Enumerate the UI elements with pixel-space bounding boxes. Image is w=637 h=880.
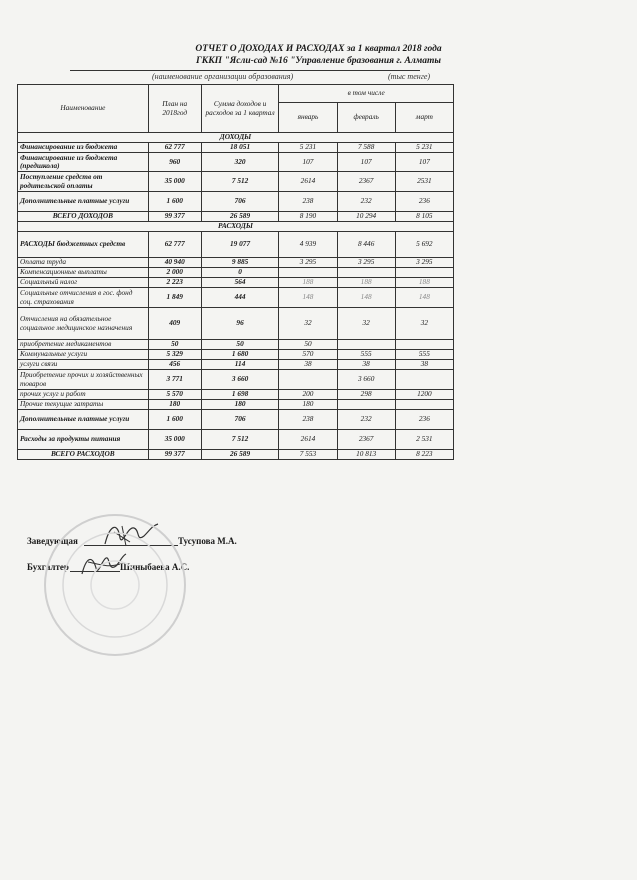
expense-row-sum: 706 xyxy=(201,410,279,430)
expense-row-name: Социальный налог xyxy=(18,278,149,288)
section-income xyxy=(18,133,454,143)
expense-total-row-plan: 99 377 xyxy=(148,450,201,460)
expense-row-feb: 32 xyxy=(337,308,395,340)
header-including: в том числе xyxy=(279,85,454,103)
income-row-sum: 18 051 xyxy=(201,143,279,153)
expense-row xyxy=(18,232,454,258)
faded-stamp xyxy=(40,510,190,660)
income-row-mar: 5 231 xyxy=(395,143,453,153)
income-row-name: Финансирование из бюджета xyxy=(18,143,149,153)
expense-row-feb: 298 xyxy=(337,390,395,400)
expense-row-sum: 19 077 xyxy=(201,232,279,258)
section-expense-label: РАСХОДЫ xyxy=(18,222,454,232)
expense-row-mar: 555 xyxy=(395,350,453,360)
header-sum: Сумма доходов и расходов за 1 квартал xyxy=(201,85,279,133)
expense-row xyxy=(18,390,454,400)
expense-row-sum: 114 xyxy=(201,360,279,370)
expense-row-name: Отчисления на обязательное социальное медицинское назначения xyxy=(18,308,149,340)
expense-row xyxy=(18,350,454,360)
expense-row-mar xyxy=(395,268,453,278)
expense-row-mar: 38 xyxy=(395,360,453,370)
org-underline xyxy=(70,70,420,71)
expense-row-jan: 2614 xyxy=(279,430,337,450)
income-total-row-name: ВСЕГО ДОХОДОВ xyxy=(18,212,149,222)
expense-row xyxy=(18,360,454,370)
income-total-row-jan: 8 190 xyxy=(279,212,337,222)
income-row-jan: 5 231 xyxy=(279,143,337,153)
expense-row-plan: 2 000 xyxy=(148,268,201,278)
expense-row-plan: 5 570 xyxy=(148,390,201,400)
header-plan: План на 2018год xyxy=(148,85,201,133)
expense-row-mar: 1200 xyxy=(395,390,453,400)
expense-row-plan: 456 xyxy=(148,360,201,370)
income-row-sum: 706 xyxy=(201,192,279,212)
expense-row-sum: 180 xyxy=(201,400,279,410)
income-row xyxy=(18,143,454,153)
expense-row-plan: 409 xyxy=(148,308,201,340)
expense-row-name: Приобретение прочих и хозяйственных товаров xyxy=(18,370,149,390)
expense-row-feb: 8 446 xyxy=(337,232,395,258)
income-row xyxy=(18,192,454,212)
income-row-mar: 2531 xyxy=(395,172,453,192)
expense-row-name: Расходы за продукты питания xyxy=(18,430,149,450)
income-row-feb: 107 xyxy=(337,153,395,172)
head-title: Заведующая xyxy=(27,536,78,546)
income-total-row-mar: 8 105 xyxy=(395,212,453,222)
header-mar: март xyxy=(395,103,453,133)
expense-row-plan: 40 940 xyxy=(148,258,201,268)
expense-row-name: Оплата труда xyxy=(18,258,149,268)
expense-row-feb: 2367 xyxy=(337,430,395,450)
expense-row-sum: 7 512 xyxy=(201,430,279,450)
expense-row-feb: 188 xyxy=(337,278,395,288)
expense-row-mar xyxy=(395,400,453,410)
expense-row-feb: 38 xyxy=(337,360,395,370)
expense-row-name: Социальные отчисления в гос. фонд соц. страхования xyxy=(18,288,149,308)
income-row-plan: 1 600 xyxy=(148,192,201,212)
expense-row-mar: 236 xyxy=(395,410,453,430)
organization-name: ГККП "Ясли-сад №16 "Управление бразования г. Алматы xyxy=(196,56,441,66)
expense-row xyxy=(18,400,454,410)
expense-row-name: Коммунальные услуги xyxy=(18,350,149,360)
expense-row-mar: 148 xyxy=(395,288,453,308)
expense-row-name: прочих услуг и работ xyxy=(18,390,149,400)
expense-row-name: приобретение медикаментов xyxy=(18,340,149,350)
expense-row xyxy=(18,258,454,268)
income-row-jan: 238 xyxy=(279,192,337,212)
income-row-name: Дополнительные платные услуги xyxy=(18,192,149,212)
head-name: Тусупова М.А. xyxy=(178,536,237,546)
expense-row-feb xyxy=(337,400,395,410)
income-row-plan: 62 777 xyxy=(148,143,201,153)
expense-total-row-sum: 26 589 xyxy=(201,450,279,460)
expense-row-mar xyxy=(395,370,453,390)
expense-row-jan xyxy=(279,370,337,390)
income-row-jan: 2614 xyxy=(279,172,337,192)
expense-row-jan: 4 939 xyxy=(279,232,337,258)
expense-row-feb: 3 295 xyxy=(337,258,395,268)
income-row-feb: 232 xyxy=(337,192,395,212)
header-feb: февраль xyxy=(337,103,395,133)
expense-row-jan: 180 xyxy=(279,400,337,410)
expense-row-name: Компенсационные выплаты xyxy=(18,268,149,278)
income-total-row-plan: 99 377 xyxy=(148,212,201,222)
income-row-name: Поступление средств от родительской оплаты xyxy=(18,172,149,192)
expense-row-jan xyxy=(279,268,337,278)
expense-row-sum: 1 698 xyxy=(201,390,279,400)
expense-row-mar: 3 295 xyxy=(395,258,453,268)
expense-row-feb xyxy=(337,340,395,350)
income-row-sum: 320 xyxy=(201,153,279,172)
header-jan: январь xyxy=(279,103,337,133)
expense-row-sum: 3 660 xyxy=(201,370,279,390)
expense-row-feb xyxy=(337,268,395,278)
expense-row-jan: 50 xyxy=(279,340,337,350)
expense-row-sum: 0 xyxy=(201,268,279,278)
expense-row-plan: 180 xyxy=(148,400,201,410)
report-title: ОТЧЕТ О ДОХОДАХ И РАСХОДАХ за 1 квартал 2018 года xyxy=(195,44,442,54)
expense-total-row-name: ВСЕГО РАСХОДОВ xyxy=(18,450,149,460)
expense-row-jan: 38 xyxy=(279,360,337,370)
expense-row-mar: 5 692 xyxy=(395,232,453,258)
income-total-row xyxy=(18,212,454,222)
expense-row-sum: 96 xyxy=(201,308,279,340)
expense-row-sum: 444 xyxy=(201,288,279,308)
report-body xyxy=(18,133,454,460)
expense-row-mar: 188 xyxy=(395,278,453,288)
expense-row-plan: 3 771 xyxy=(148,370,201,390)
income-total-row-feb: 10 294 xyxy=(337,212,395,222)
expense-row xyxy=(18,410,454,430)
income-row-plan: 960 xyxy=(148,153,201,172)
section-income-label: ДОХОДЫ xyxy=(18,133,454,143)
expense-row xyxy=(18,288,454,308)
expense-row-plan: 62 777 xyxy=(148,232,201,258)
section-expense xyxy=(18,222,454,232)
expense-row-name: Дополнительные платные услуги xyxy=(18,410,149,430)
expense-total-row-feb: 10 813 xyxy=(337,450,395,460)
expense-row-name: Прочие текущие затраты xyxy=(18,400,149,410)
expense-row-jan: 188 xyxy=(279,278,337,288)
income-row-jan: 107 xyxy=(279,153,337,172)
expense-row xyxy=(18,278,454,288)
expense-row-plan: 2 223 xyxy=(148,278,201,288)
expense-row-jan: 238 xyxy=(279,410,337,430)
expense-row-mar: 32 xyxy=(395,308,453,340)
expense-row xyxy=(18,340,454,350)
expense-row-feb: 148 xyxy=(337,288,395,308)
expense-total-row-mar: 8 223 xyxy=(395,450,453,460)
expense-row-jan: 3 295 xyxy=(279,258,337,268)
report-table xyxy=(17,84,454,460)
expense-row-mar: 2 531 xyxy=(395,430,453,450)
org-caption: (наименование организации образования) xyxy=(152,72,294,81)
expense-row-plan: 50 xyxy=(148,340,201,350)
expense-row-plan: 1 849 xyxy=(148,288,201,308)
unit-caption: (тыс тенге) xyxy=(388,72,431,81)
income-row-feb: 2367 xyxy=(337,172,395,192)
expense-row-name: услуги связи xyxy=(18,360,149,370)
expense-row xyxy=(18,430,454,450)
expense-row-jan: 148 xyxy=(279,288,337,308)
expense-row xyxy=(18,370,454,390)
income-row-mar: 107 xyxy=(395,153,453,172)
expense-row-sum: 564 xyxy=(201,278,279,288)
expense-row-sum: 1 680 xyxy=(201,350,279,360)
income-row-mar: 236 xyxy=(395,192,453,212)
accountant-name: Шиныбаева А.С. xyxy=(120,562,190,572)
income-row-plan: 35 000 xyxy=(148,172,201,192)
income-row-sum: 7 512 xyxy=(201,172,279,192)
expense-row xyxy=(18,308,454,340)
expense-total-row xyxy=(18,450,454,460)
income-row xyxy=(18,172,454,192)
income-row-name: Финансирование из бюджета (предшкола) xyxy=(18,153,149,172)
expense-row-feb: 3 660 xyxy=(337,370,395,390)
expense-row-feb: 555 xyxy=(337,350,395,360)
expense-row-plan: 5 329 xyxy=(148,350,201,360)
expense-row-sum: 50 xyxy=(201,340,279,350)
expense-row-jan: 200 xyxy=(279,390,337,400)
income-total-row-sum: 26 589 xyxy=(201,212,279,222)
expense-total-row-jan: 7 553 xyxy=(279,450,337,460)
expense-row-sum: 9 885 xyxy=(201,258,279,268)
expense-row-jan: 32 xyxy=(279,308,337,340)
income-row-feb: 7 588 xyxy=(337,143,395,153)
accountant-title: Бухгалтер xyxy=(27,562,69,572)
expense-row-jan: 570 xyxy=(279,350,337,360)
expense-row-name: РАСХОДЫ бюджетных средств xyxy=(18,232,149,258)
expense-row xyxy=(18,268,454,278)
expense-row-mar xyxy=(395,340,453,350)
expense-row-plan: 1 600 xyxy=(148,410,201,430)
expense-row-plan: 35 000 xyxy=(148,430,201,450)
header-name: Наименование xyxy=(18,85,149,133)
expense-row-feb: 232 xyxy=(337,410,395,430)
income-row xyxy=(18,153,454,172)
